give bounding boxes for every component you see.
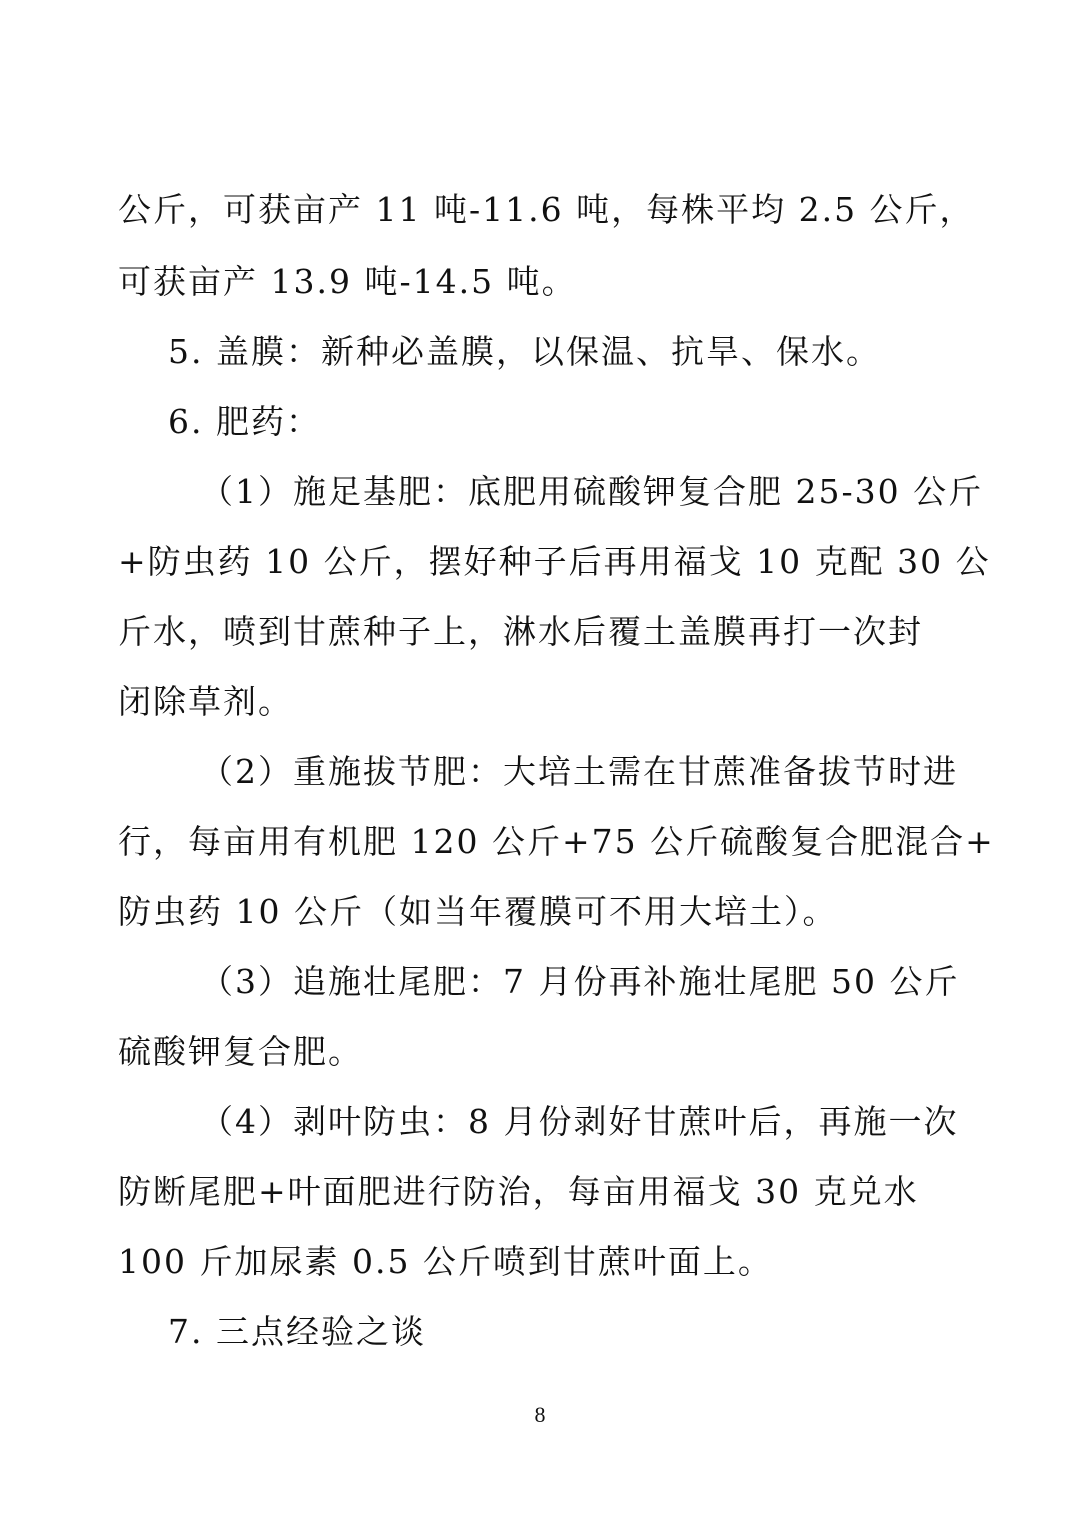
text-line: 闭除草剂。 [118, 682, 293, 721]
text-line: 可获亩产 13.9 吨-14.5 吨。 [118, 262, 577, 301]
text-line: 行，每亩用有机肥 120 公斤+75 公斤硫酸复合肥混合+ [118, 822, 995, 861]
text-line: 斤水，喷到甘蔗种子上，淋水后覆土盖膜再打一次封 [118, 612, 923, 651]
text-line: 100 斤加尿素 0.5 公斤喷到甘蔗叶面上。 [118, 1242, 773, 1281]
list-item: （3）追施壮尾肥：7 月份再补施壮尾肥 50 公斤 [200, 962, 960, 1001]
list-item: （4）剥叶防虫：8 月份剥好甘蔗叶后，再施一次 [200, 1102, 959, 1141]
text-line: +防虫药 10 公斤，摆好种子后再用福戈 10 克配 30 公 [118, 542, 991, 581]
list-item: （1）施足基肥：底肥用硫酸钾复合肥 25-30 公斤 [200, 472, 984, 511]
text-line: 硫酸钾复合肥。 [118, 1032, 363, 1071]
text-line: 防虫药 10 公斤（如当年覆膜可不用大培土）。 [118, 892, 838, 931]
page-number: 8 [534, 1402, 546, 1427]
section-heading: 6. 肥药： [168, 402, 321, 441]
section-heading: 7. 三点经验之谈 [168, 1312, 426, 1351]
text-line: 公斤，可获亩产 11 吨-11.6 吨，每株平均 2.5 公斤， [118, 190, 975, 229]
list-item: （2）重施拔节肥：大培土需在甘蔗准备拔节时进 [200, 752, 958, 791]
section-heading: 5. 盖膜：新种必盖膜，以保温、抗旱、保水。 [168, 332, 881, 371]
text-line: 防断尾肥+叶面肥进行防治，每亩用福戈 30 克兑水 [118, 1172, 919, 1211]
